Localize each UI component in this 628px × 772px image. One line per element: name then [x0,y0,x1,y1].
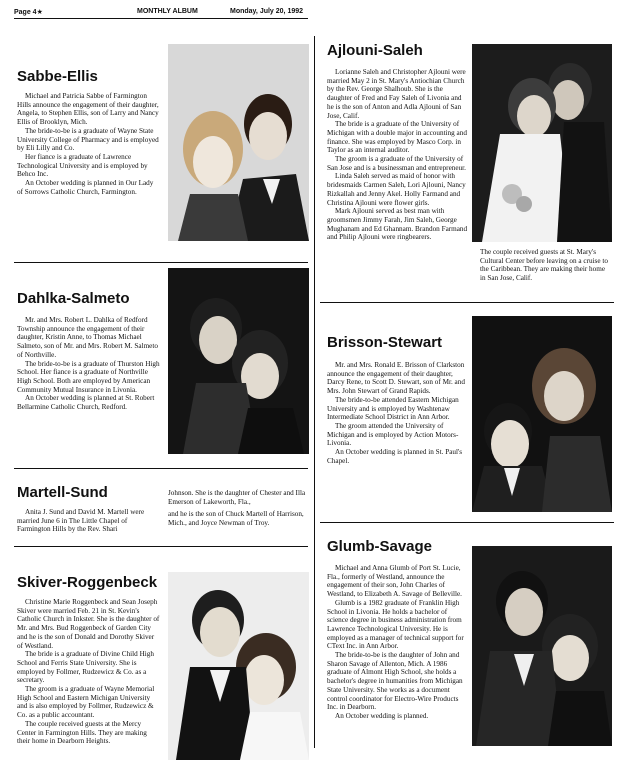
section-rule [14,546,308,547]
paragraph: The groom is a graduate of Wayne Memorial High School and Eastern Michigan University and is also employed by Follmer, Rudzewicz & Co. as a public accountant. [17,685,155,720]
article-body [327,564,468,721]
paragraph: The bride-to-be attended Eastern Michigan University and is employed by Washtenaw Intermediate School District in Ann Arbor. [327,395,459,422]
paragraph: An October wedding is planned. [335,711,429,720]
article-title: Brisson-Stewart [327,334,443,351]
photo-image [168,268,309,454]
paragraph: Michael and Anna Glumb of Port St. Lucie, Fla., formerly of Westland, announce the engagement of their son, John Charles of Westland, to Elizabeth A. Savage of Belleville. [327,564,462,599]
article-title: Glumb-Savage [327,538,433,555]
paragraph: The bride-to-be is the daughter of John and Sharon Savage of Allenton, Mich. A 1986 graduate of Almont High School, she holds a bachelor's degree in humanities from Michigan State University. She works as a document control coordinator for Electro-Wire Products Inc. in Dearborn. [327,651,463,712]
paragraph: Anita J. Sund and David M. Martell were married June 6 in The Little Chapel of Farmington Hills by the Rev. Shari [17,508,145,534]
paragraph: The couple received guests at the Mercy Center in Farmington Hills. They are making their home in Dearborn Heights. [17,719,147,746]
paragraph: An October wedding is planned at St. Robert Bellarmine Catholic Church, Redford. [17,394,155,412]
paragraph: The bride is a graduate of the University of Michigan with a double major in accounting and finance. She was employed by Masco Corp. in Taylor as an internal auditor. [327,120,467,155]
photo-image [472,316,612,512]
article-body [327,68,468,242]
article-body [17,92,161,196]
couple-photo [472,546,612,746]
issue-date: Monday, July 20, 1992 [230,8,304,15]
page-number: Page 4★ [14,9,43,16]
section-rule [14,262,308,263]
header-rule [14,18,308,19]
paragraph: The groom is a graduate of the University of San Jose and is a businessman and entrepreneur. [327,155,466,172]
photo-caption: The couple received guests at St. Mary's Cultural Center before leaving on a cruise to the Caribbean. They are making their home in San Jose, Calif. [480,248,608,283]
paragraph: Glumb is a 1982 graduate of Franklin High School in Livonia. He holds a bachelor of science degree in business administration from Lawrence Technological University. He is employed as a manager of technical support for CText Inc. in Ann Arbor. [327,598,464,651]
column-divider [314,36,315,748]
paragraph: Linda Saleh served as maid of honor with bridesmaids Carmen Saleh, Lori Ajlouni, Nancy Rizkallah and Jenny Akel. Holly Farmand and Christina Ajlouni were flower girls. [327,172,466,207]
couple-photo [472,44,612,242]
article-body-col2 [168,489,309,506]
paragraph: Michael and Patricia Sabbe of Farmington Hills announce the engagement of their daughter, Angela, to Stephen Ellis, son of Larry and Nancy Ellis of Brooklyn, Mich. [17,92,159,127]
article-title: Sabbe-Ellis [17,68,98,85]
couple-photo [472,316,612,512]
paragraph: Christine Marie Roggenbeck and Sean Joseph Skiver were married Feb. 21 in St. Kevin's Catholic Church in Inkster. She is the daughter of Mr. and Mrs. Bud Roggenbeck of Garden City and he is the son of Donald and Dorothy Skiver of Westland. [17,598,160,650]
photo-image [168,44,309,241]
paragraph: An October wedding is planned in Our Lady of Sorrows Catholic Church, Farmington. [17,179,154,196]
article-body-col3 [168,510,309,527]
paragraph: Johnson. She is the daughter of Chester and Illa Emerson of Lakeworth, Fla., [168,489,306,506]
article-title: Ajlouni-Saleh [327,42,423,59]
section-name: MONTHLY ALBUM [137,8,198,15]
paragraph: Lorianne Saleh and Christopher Ajlouni were married May 2 in St. Mary's Antiochian Church by the Rev. George Shalhoub. She is the daughter of Fred and Fay Saleh of Livonia and he is the son of Anton and Adla Ajlouni of San Jose, Calif. [327,68,466,120]
article-body [17,316,161,412]
paragraph: The groom attended the University of Michigan and is employed by Action Motors-Livonia. [327,421,459,448]
paragraph: Her fiance is a graduate of Lawrence Technological University and is employed by Behco Inc. [17,152,148,179]
article-body-col1 [17,508,161,534]
photo-image [472,44,612,242]
paragraph: Mr. and Mrs. Robert L. Dahlka of Redford Township announce the engagement of their daughter, Kristin Anne, to Thomas Michael Salmeto, son of Mr. and Mrs. Robert M. Salmeto of Northville. [17,316,158,359]
article-body [17,598,161,746]
article-title: Martell-Sund [17,484,108,501]
article-body [327,361,468,465]
section-rule [320,302,614,303]
paragraph: Mr. and Mrs. Ronald E. Brisson of Clarkston announce the engagement of their daughter, Darcy Rene, to Scott D. Stewart, son of Mr. and Mrs. John Stewart of Grand Rapids. [327,361,465,396]
photo-image [472,546,612,746]
couple-photo [168,572,309,760]
paragraph: The bride-to-be is a graduate of Thurston High School. Her fiance is a graduate of Northville High School. Both are employed by American Community Mutual Insurance in Livonia. [17,359,160,394]
section-rule [320,522,614,523]
couple-photo [168,44,309,241]
paragraph: The bride is a graduate of Divine Child High School and Ferris State University. She is employed by Follmer, Rudzewicz & Co. as a secretary. [17,650,154,685]
section-rule [14,468,308,469]
photo-image [168,572,309,760]
couple-photo [168,268,309,454]
article-title: Skiver-Roggenbeck [17,574,158,591]
paragraph: The bride-to-be is a graduate of Wayne State University College of Pharmacy and is employed by Eli Lilly and Co. [17,126,159,153]
paragraph: and he is the son of Chuck Martell of Harrison, Mich., and Joyce Newman of Troy. [168,510,304,527]
article-title: Dahlka-Salmeto [17,290,130,307]
paragraph: An October wedding is planned in St. Paul's Chapel. [327,448,463,465]
paragraph: Mark Ajlouni served as best man with groomsmen Jimmy Farah, Jim Saleh, George Mughanam and Ed Ghannam. Brandon Farmand and Philip Ajlouni were ringbearers. [327,207,468,242]
